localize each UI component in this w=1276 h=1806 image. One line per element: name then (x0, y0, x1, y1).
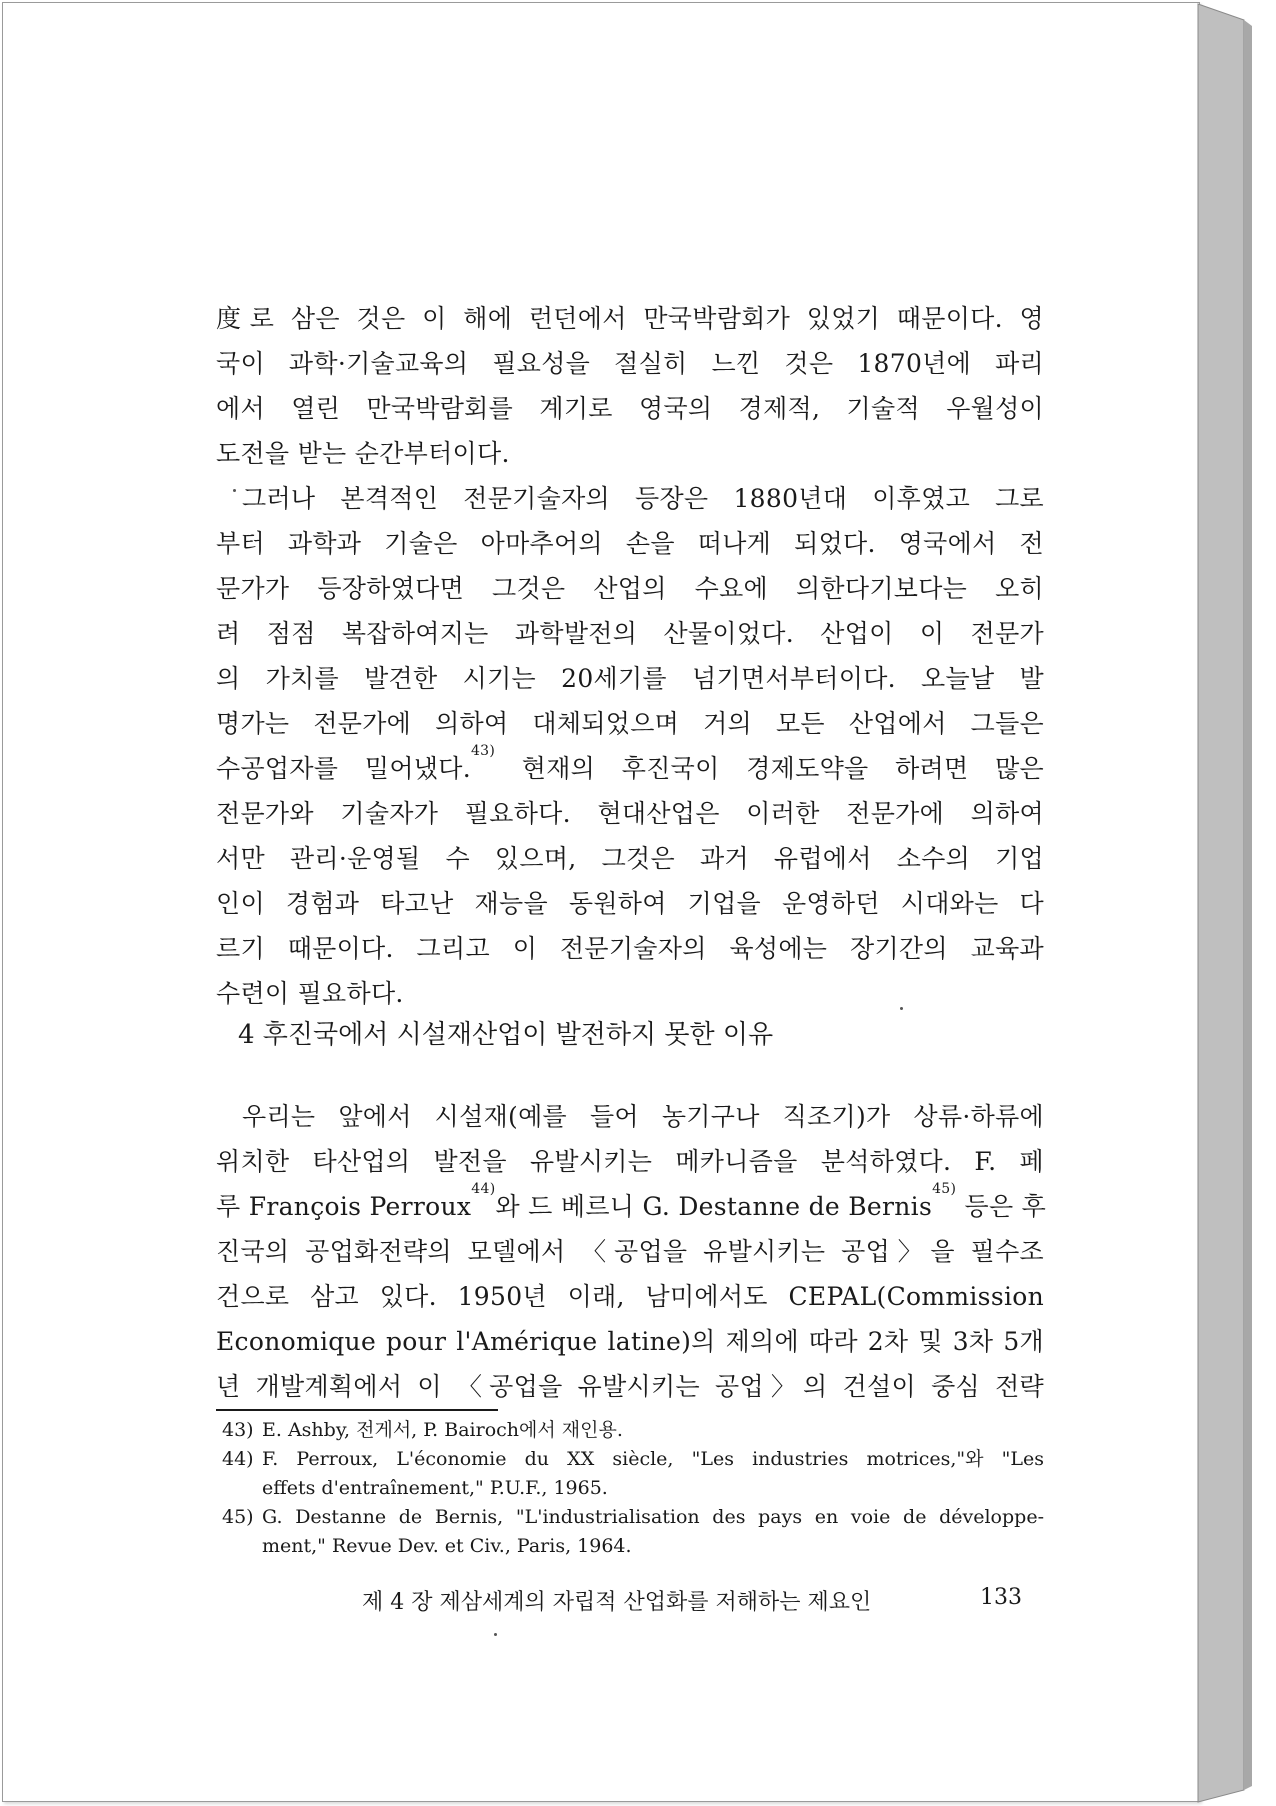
footnotes (222, 1416, 1044, 1561)
footnote-44 (222, 1445, 1044, 1503)
footnote-number: 45) (222, 1506, 254, 1528)
text-line: 우리는 앞에서 시설재(예를 들어 농기구나 직조기)가 상류·하류에 (242, 1102, 1044, 1131)
footnote-45 (222, 1503, 1044, 1561)
text-line: 진국의 공업화전략의 모델에서 〈공업을 유발시키는 공업〉을 필수조 (216, 1237, 1044, 1266)
text-line: 그러나 본격적인 전문기술자의 등장은 1880년대 이후였고 그로 (242, 484, 1044, 513)
paragraph-section4 (216, 1094, 1047, 1409)
paragraph-intro (216, 296, 1044, 476)
text-line: 위치한 타산업의 발전을 유발시키는 메카니즘을 분석하였다. F. 페 (216, 1147, 1044, 1176)
text-line: 국이 과학·기술교육의 필요성을 절실히 느낀 것은 1870년에 파리 (216, 349, 1044, 378)
text-line: 수공업자를 밀어냈다.$^{43)}$ 현재의 후진국이 경제도약을 하려면 많은 (216, 743, 1045, 783)
section-heading: 4 후진국에서 시설재산업이 발전하지 못한 이유 (238, 1020, 774, 1050)
text-line: 르기 때문이다. 그리고 이 전문기술자의 육성에는 장기간의 교육과 (216, 934, 1044, 963)
footnote-ref-45[interactable]: 45) (932, 1181, 957, 1197)
text-line: 의 가치를 발견한 시기는 20세기를 넘기면서부터이다. 오늘날 발 (216, 664, 1044, 693)
text-line: 명가는 전문가에 의하여 대체되었으며 거의 모든 산업에서 그들은 (216, 709, 1044, 738)
text-line: 서만 관리·운영될 수 있으며, 그것은 과거 유럽에서 소수의 기업 (216, 844, 1044, 873)
text-line: 인이 경험과 타고난 재능을 동원하여 기업을 운영하던 시대와는 다 (216, 889, 1044, 918)
footnote-43 (222, 1416, 1044, 1445)
text-line: 부터 과학과 기술은 아마추어의 손을 떠나게 되었다. 영국에서 전 (216, 529, 1044, 558)
speck (494, 1633, 497, 1636)
speck (233, 489, 236, 492)
paragraph-experts (216, 476, 1044, 1016)
footnote-separator (216, 1409, 498, 1411)
footnote-text: ment," Revue Dev. et Civ., Paris, 1964. (262, 1535, 632, 1557)
footnote-ref-44[interactable]: 44) (471, 1181, 496, 1197)
footnote-text: G. Destanne de Bernis, "L'industrialisation des pays en voie de développe- (262, 1506, 1044, 1528)
speck (900, 1007, 903, 1010)
text-line: 度로 삼은 것은 이 해에 런던에서 만국박람회가 있었기 때문이다. 영 (216, 304, 1044, 333)
text-line: 루 François Perroux$^{44)}$와 드 베르니 G. Destanne de Bernis$^{45)}$ 등은 후 (216, 1181, 1047, 1221)
text-line: 건으로 삼고 있다. 1950년 이래, 남미에서도 CEPAL(Commission (216, 1282, 1044, 1311)
text-line: 문가가 등장하였다면 그것은 산업의 수요에 의한다기보다는 오히 (216, 574, 1044, 603)
footnote-number: 43) (222, 1419, 254, 1441)
footnote-text: effets d'entraînement," P.U.F., 1965. (262, 1477, 608, 1499)
footnote-ref-43[interactable]: 43) (470, 743, 496, 759)
text-line: Economique pour l'Amérique latine)의 제의에 따라 2차 및 3차 5개 (216, 1327, 1044, 1356)
running-footer (362, 1585, 1022, 1616)
footnote-number: 44) (222, 1448, 254, 1470)
chapter-title: 제 4 장 제삼세계의 자립적 산업화를 저해하는 제요인 (362, 1590, 872, 1615)
text-line: 에서 열린 만국박람회를 계기로 영국의 경제적, 기술적 우월성이 (216, 394, 1044, 423)
text-line: 전문가와 기술자가 필요하다. 현대산업은 이러한 전문가에 의하여 (216, 799, 1044, 828)
footnote-text: E. Ashby, 전게서, P. Bairoch에서 재인용. (262, 1419, 623, 1441)
text-line: 년 개발계획에서 이 〈공업을 유발시키는 공업〉의 건설이 중심 전략 (216, 1372, 1044, 1401)
text-line: 도전을 받는 순간부터이다. (216, 439, 510, 468)
page-number: 133 (980, 1585, 1022, 1610)
footnote-text: F. Perroux, L'économie du XX siècle, "Les industries motrices,"와 "Les (262, 1448, 1044, 1470)
text-line: 려 점점 복잡하여지는 과학발전의 산물이었다. 산업이 이 전문가 (216, 619, 1044, 648)
text-line: 수련이 필요하다. (216, 979, 404, 1008)
